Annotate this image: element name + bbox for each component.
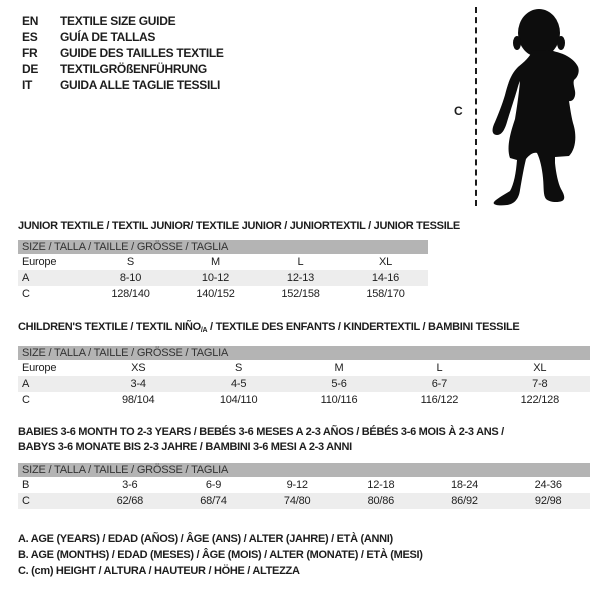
- babies-size-table: [18, 463, 590, 509]
- table-cell: 12-13: [286, 272, 315, 284]
- lang-title: GUÍA DE TALLAS: [60, 30, 156, 44]
- table-cell: L: [297, 256, 304, 268]
- row-label: B: [22, 479, 30, 491]
- lang-row-es: [22, 29, 224, 45]
- table-row-c: [18, 392, 590, 408]
- lang-title: GUIDE DES TAILLES TEXTILE: [60, 46, 224, 60]
- language-title-list: [22, 13, 224, 93]
- legend-notes: [18, 531, 423, 579]
- table-cell: L: [436, 362, 443, 374]
- row-label: A: [22, 378, 30, 390]
- table-cell: 24-36: [534, 479, 562, 491]
- table-row-europe: [18, 254, 428, 270]
- table-cell: 10-12: [201, 272, 230, 284]
- table-cell: 110/116: [320, 394, 358, 406]
- table-cell: 14-16: [371, 272, 400, 284]
- junior-size-table: [18, 240, 428, 302]
- table-cell: 9-12: [286, 479, 308, 491]
- lang-title: TEXTILGRÖßENFÜHRUNG: [60, 62, 207, 76]
- table-cell: 140/152: [196, 288, 235, 300]
- note-age-months: B. AGE (MONTHS) / EDAD (MESES) / ÂGE (MOIS) / ALTER (MONATE) / ETÀ (MESI): [18, 549, 423, 561]
- table-row-c: [18, 493, 590, 509]
- lang-code: EN: [22, 14, 39, 28]
- table-cell: 68/74: [200, 495, 227, 507]
- table-cell: 86/92: [451, 495, 478, 507]
- row-label: Europe: [22, 362, 57, 374]
- table-cell: 7-8: [532, 378, 548, 390]
- size-header-bar: SIZE / TALLA / TAILLE / GRÖSSE / TAGLIA: [18, 346, 590, 360]
- row-label: Europe: [22, 256, 57, 268]
- size-header-bar: SIZE / TALLA / TAILLE / GRÖSSE / TAGLIA: [18, 240, 428, 254]
- table-cell: 98/104: [121, 394, 155, 406]
- children-size-table: [18, 346, 590, 408]
- table-row-europe: [18, 360, 590, 376]
- table-cell: 62/68: [116, 495, 144, 507]
- baby-figure: [445, 4, 600, 210]
- table-cell: 128/140: [111, 288, 150, 300]
- table-cell: 74/80: [283, 495, 311, 507]
- children-title-text: / TEXTILE DES ENFANTS / KINDERTEXTIL / BAMBINI TESSILE: [207, 321, 520, 333]
- children-title-subscript: /A: [200, 327, 208, 334]
- table-row-b: [18, 477, 590, 493]
- table-cell: 6-7: [431, 378, 448, 390]
- lang-code: FR: [22, 46, 38, 60]
- lang-title: TEXTILE SIZE GUIDE: [60, 14, 176, 28]
- height-dashed-line: [475, 7, 477, 206]
- table-row-c: [18, 286, 428, 302]
- lang-row-de: [22, 61, 224, 77]
- table-cell: 3-4: [130, 378, 146, 390]
- size-header-bar: SIZE / TALLA / TAILLE / GRÖSSE / TAGLIA: [18, 463, 590, 477]
- table-cell: 12-18: [367, 479, 395, 491]
- baby-toddler-silhouette-icon: [489, 4, 599, 206]
- table-row-a: [18, 270, 428, 286]
- lang-code: DE: [22, 62, 39, 76]
- table-cell: 80/86: [367, 495, 395, 507]
- table-cell: 6-9: [205, 479, 222, 491]
- height-c-label: C: [454, 104, 463, 118]
- table-cell: XS: [131, 362, 146, 374]
- babies-title-line2: BABYS 3-6 MONATE BIS 2-3 JAHRE / BAMBINI 3-6 MESI A 2-3 ANNI: [18, 441, 352, 453]
- row-label: C: [22, 495, 30, 507]
- babies-section-title: [18, 425, 504, 455]
- table-cell: 152/158: [281, 288, 320, 300]
- table-cell: S: [235, 362, 243, 374]
- table-cell: XL: [378, 256, 393, 268]
- note-age-years: A. AGE (YEARS) / EDAD (AÑOS) / ÂGE (ANS) / ALTER (JAHRE) / ETÀ (ANNI): [18, 533, 393, 545]
- row-label: C: [22, 394, 30, 406]
- row-label: A: [22, 272, 30, 284]
- table-cell: 18-24: [450, 479, 479, 491]
- row-label: C: [22, 288, 30, 300]
- table-cell: M: [334, 362, 344, 374]
- table-cell: S: [126, 256, 135, 268]
- table-cell: 158/170: [366, 288, 405, 300]
- table-row-a: [18, 376, 590, 392]
- table-cell: 4-5: [230, 378, 247, 390]
- lang-row-en: [22, 13, 224, 29]
- children-section-title: [18, 320, 519, 338]
- table-cell: 104/110: [219, 394, 258, 406]
- table-cell: M: [211, 256, 220, 268]
- lang-title: GUIDA ALLE TAGLIE TESSILI: [60, 78, 221, 92]
- table-cell: 92/98: [534, 495, 562, 507]
- note-height: C. (cm) HEIGHT / ALTURA / HAUTEUR / HÖHE / ALTEZZA: [18, 565, 300, 577]
- lang-code: ES: [22, 30, 38, 44]
- table-cell: 5-6: [331, 378, 347, 390]
- lang-row-it: [22, 77, 224, 93]
- table-cell: 122/128: [520, 394, 560, 406]
- table-cell: 8-10: [119, 272, 142, 284]
- table-cell: XL: [533, 362, 547, 374]
- lang-code: IT: [22, 78, 33, 92]
- children-title-text: CHILDREN'S TEXTILE / TEXTIL NIÑO: [18, 321, 201, 333]
- lang-row-fr: [22, 45, 224, 61]
- junior-title-text: JUNIOR TEXTILE / TEXTIL JUNIOR/ TEXTILE JUNIOR / JUNIORTEXTIL / JUNIOR TESSILE: [18, 220, 460, 232]
- table-cell: 116/122: [420, 394, 459, 406]
- junior-section-title: [18, 219, 460, 234]
- table-cell: 3-6: [122, 479, 138, 491]
- babies-title-line1: BABIES 3-6 MONTH TO 2-3 YEARS / BEBÉS 3-6 MESES A 2-3 AÑOS / BÉBÉS 3-6 MOIS À 2-3 ANS /: [18, 426, 504, 438]
